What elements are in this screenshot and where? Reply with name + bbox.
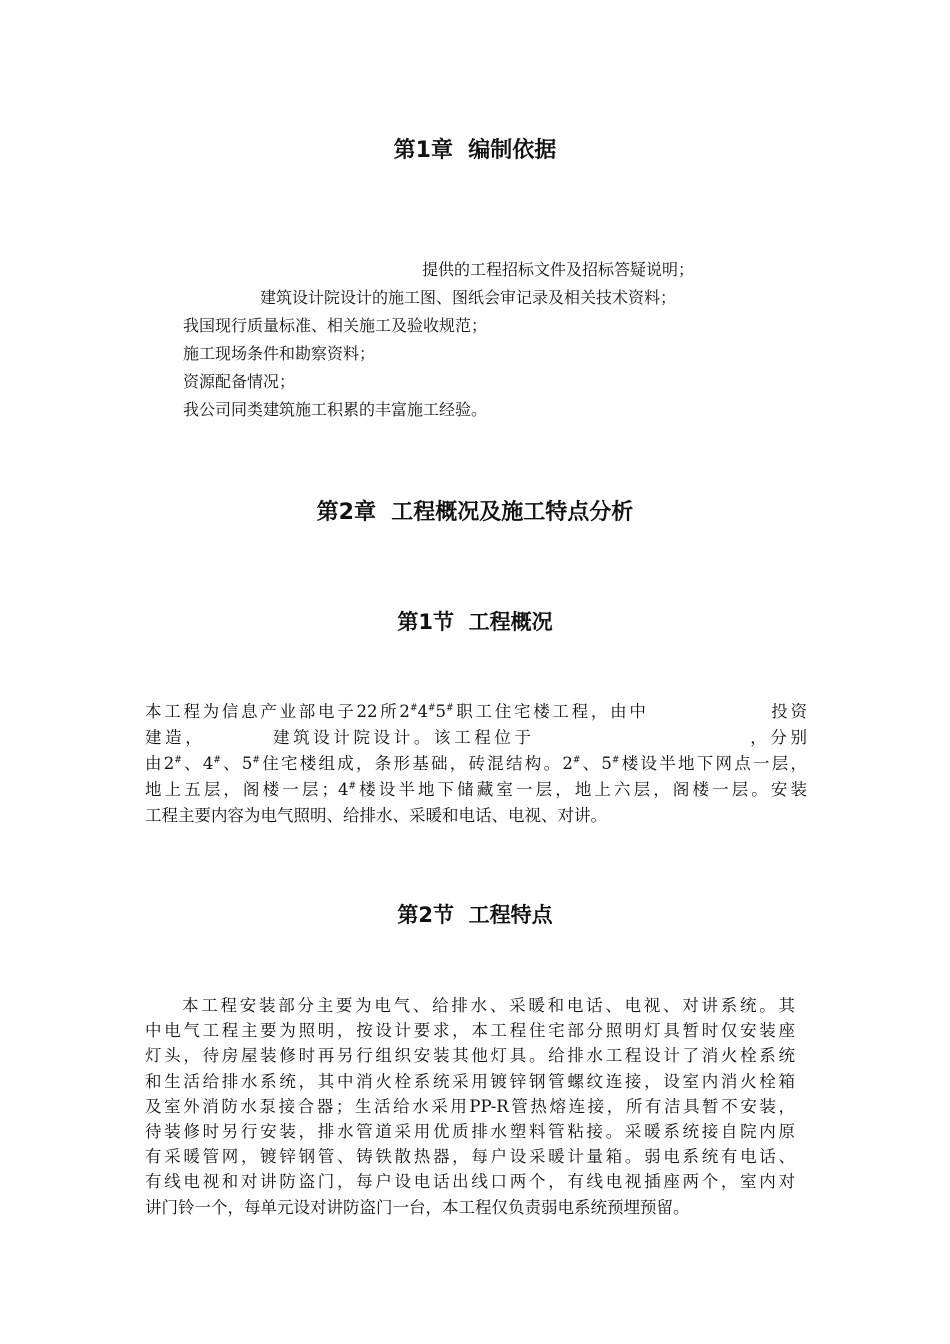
basis-item-1: 提供的工程招标文件及招标答疑说明； bbox=[422, 260, 695, 279]
section2-line-8: 有线电视和对讲防盗门，每户设电话出线口两个，有线电视插座两个，室内对 bbox=[145, 1172, 795, 1192]
section2-line-3: 灯头，待房屋装修时再另行组织安装其他灯具。给排水工程设计了消火栓系统 bbox=[145, 1046, 795, 1066]
section1-paragraph bbox=[145, 699, 807, 829]
section2-line-4: 和生活给排水系统，其中消火栓系统采用镀锌钢管螺纹连接，设室内消火栓箱 bbox=[145, 1071, 795, 1091]
chapter1-title: 第1章 编制依据 bbox=[393, 138, 557, 163]
section1-line-2: 建造， 建筑设计院设计。该工程位于 ，分别 bbox=[145, 728, 807, 747]
section1-line-4: 地上五层，阁楼一层；4#楼设半地下储藏室一层，地上六层，阁楼一层。安装 bbox=[145, 780, 808, 799]
section2-line-5: 及室外消防水泵接合器；生活给水采用PP-R管热熔连接，所有洁具暂不安装， bbox=[145, 1096, 795, 1116]
basis-item-4: 施工现场条件和勘察资料； bbox=[183, 344, 376, 363]
section2-line-6: 待装修时另行安装，排水管道采用优质排水塑料管粘接。采暖系统接自院内原 bbox=[145, 1122, 795, 1142]
section1-line-5: 工程主要内容为电气照明、给排水、采暖和电话、电视、对讲。 bbox=[145, 806, 607, 825]
chapter2-title: 第2章 工程概况及施工特点分析 bbox=[316, 500, 634, 525]
section1-line-1: 本工程为信息产业部电子22所2#4#5#职工住宅楼工程，由中 投资 bbox=[145, 702, 808, 721]
basis-item-2: 建筑设计院设计的施工图、图纸会审记录及相关技术资料； bbox=[260, 288, 677, 307]
basis-item-5: 资源配备情况； bbox=[183, 372, 296, 391]
section2-line-2: 中电气工程主要为照明，按设计要求，本工程住宅部分照明灯具暂时仅安装座 bbox=[145, 1021, 795, 1041]
section1-title: 第1节 工程概况 bbox=[397, 610, 553, 634]
section1-line-3: 由2#、4#、5#住宅楼组成，条形基础，砖混结构。2#、5#楼设半地下网点一层， bbox=[145, 754, 808, 773]
section2-paragraph bbox=[145, 993, 795, 1220]
section2-line-9: 讲门铃一个，每单元设对讲防盗门一台，本工程仅负责弱电系统预埋预留。 bbox=[145, 1197, 690, 1217]
section2-title: 第2节 工程特点 bbox=[397, 903, 553, 927]
basis-item-3: 我国现行质量标准、相关施工及验收规范； bbox=[183, 316, 488, 335]
section2-line-7: 有采暖管网，镀锌钢管、铸铁散热器，每户设采暖计量箱。弱电系统有电话、 bbox=[145, 1147, 795, 1167]
basis-item-6: 我公司同类建筑施工积累的丰富施工经验。 bbox=[183, 400, 488, 419]
section2-line-1: 本工程安装部分主要为电气、给排水、采暖和电话、电视、对讲系统。其 bbox=[182, 996, 795, 1015]
